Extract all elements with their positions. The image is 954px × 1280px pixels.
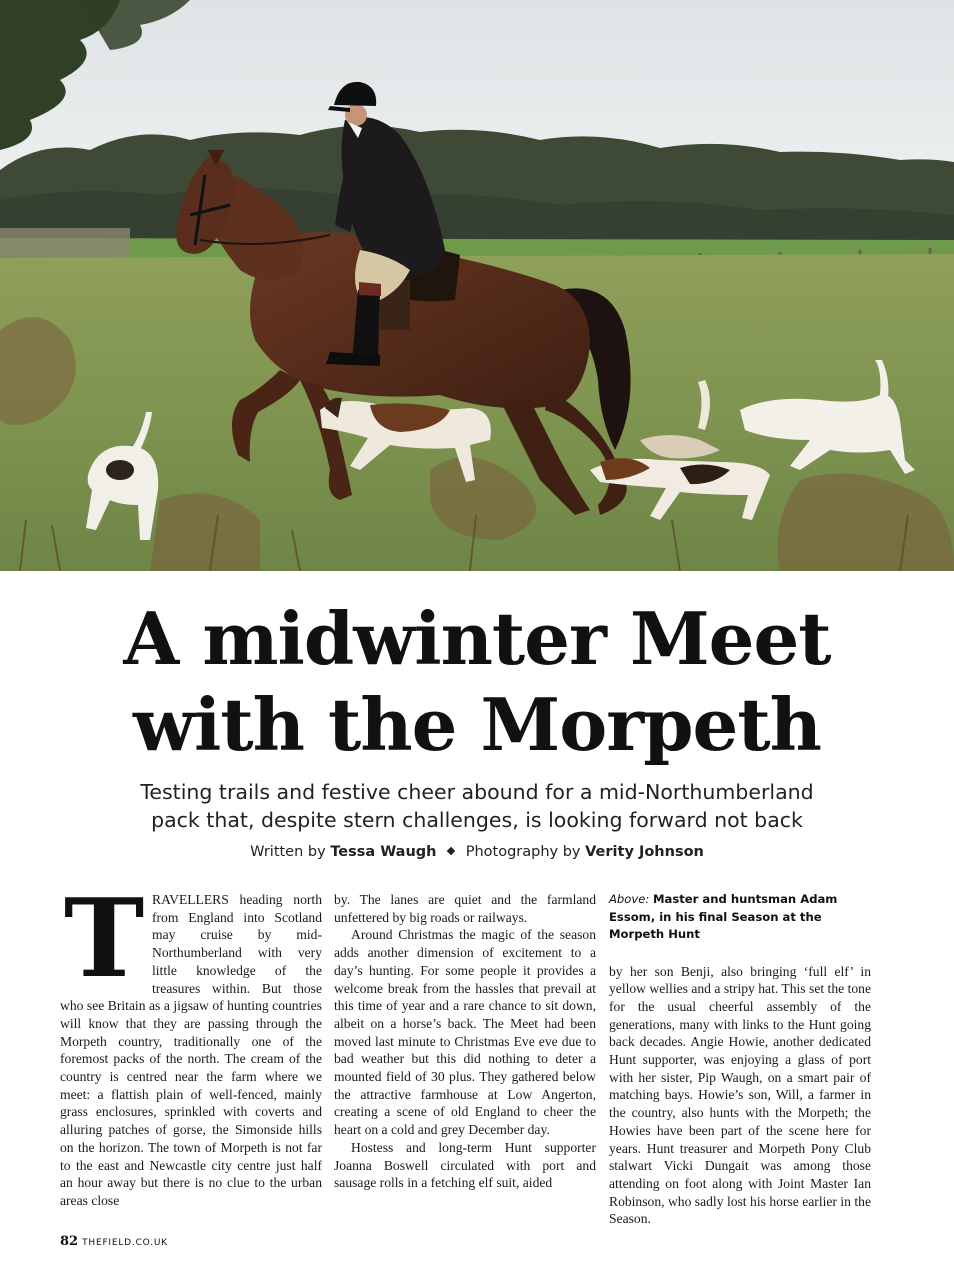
paragraph: by. The lanes are quiet and the farmland unfettered by big roads or railways. (334, 892, 596, 925)
headline-line-2: with the Morpeth (133, 682, 821, 767)
site-url: THEFIELD.CO.UK (82, 1238, 168, 1248)
paragraph: by her son Benji, also bringing ‘full elf’ in yellow wellies and a stripy hat. This set the tone for the usual cheerful assembly of the generations, many with links to the Hunt going back decades. Angie Howie, another dedicated Hunt supporter, was enjoying a glass of port with her sister, Pip Waugh, on a smart pair of matching bays. Howie’s son, Will, a farmer in the country, also hunts with the Morpeth; the Howies have been part of the scene here for years. Hunt treasurer and Morpeth Pony Club stalwart Vicki Dungait was among those attending on foot along with Joint Master Ian Robinson, who sadly lost his horse earlier in the Season. (609, 963, 871, 1227)
standfirst (60, 778, 894, 834)
page-number: 82 (60, 1234, 79, 1249)
body-column-2 (334, 891, 596, 1192)
byline (0, 844, 954, 860)
body-column-3 (609, 891, 871, 1228)
byline-author: Tessa Waugh (330, 844, 437, 860)
byline-written-label: Written by (250, 844, 326, 860)
photo-caption (609, 891, 871, 944)
caption-label: Above: (609, 892, 650, 906)
paragraph: Around Christmas the magic of the season adds another dimension of excitement to a day’s hunting. For some people it provides a welcome break from the hassles that prevail at this time of year and a rare chance to sit down, albeit on a horse’s back. The Meet had been moved last minute to Christmas Eve eve due to bad weather but this did nothing to deter a mounted field of 30 plus. They gathered below the attractive farmhouse at Low Angerton, creating a scene of old England to cheer the heart on a cold and grey December day. (334, 927, 596, 1138)
opening-text: RAVELLERS heading north from England into Scotland may cruise by mid-Northumberland with very little knowledge of the treasures within. But those who see Britain as a jigsaw of hunting countries will know that they are passing through the Morpeth country, traditionally one of the foremost packs of the north. The cream of the country is centred near the farm where we meet: a flattish plain of well-fenced, mainly grass enclosures, sprinkled with coverts and alluring patches of gorse, the Simonside hills on the horizon. The town of Morpeth is not far to the east and Newcastle city centre just half an hour away but there is no clue to the urban areas close (60, 892, 322, 1208)
standfirst-line-2: pack that, despite stern challenges, is looking forward not back (151, 808, 803, 832)
byline-photographer: Verity Johnson (585, 844, 704, 860)
standfirst-line-1: Testing trails and festive cheer abound for a mid-Northumberland (140, 780, 814, 804)
headline (0, 596, 954, 768)
hunt-scene-illustration (0, 0, 954, 571)
caption-text: Master and huntsman Adam Essom, in his final Season at the Morpeth Hunt (609, 892, 838, 941)
diamond-separator-icon (447, 847, 455, 855)
hero-photo (0, 0, 954, 571)
headline-line-1: A midwinter Meet (123, 596, 831, 681)
folio (60, 1233, 168, 1249)
paragraph: Hostess and long-term Hunt supporter Joanna Boswell circulated with port and sausage rolls in a fetching elf suit, aided (334, 1139, 596, 1191)
drop-cap: T (63, 876, 145, 1002)
opening-paragraph (60, 876, 322, 1210)
body-column-1 (60, 876, 322, 1210)
byline-photo-label: Photography by (465, 844, 581, 860)
